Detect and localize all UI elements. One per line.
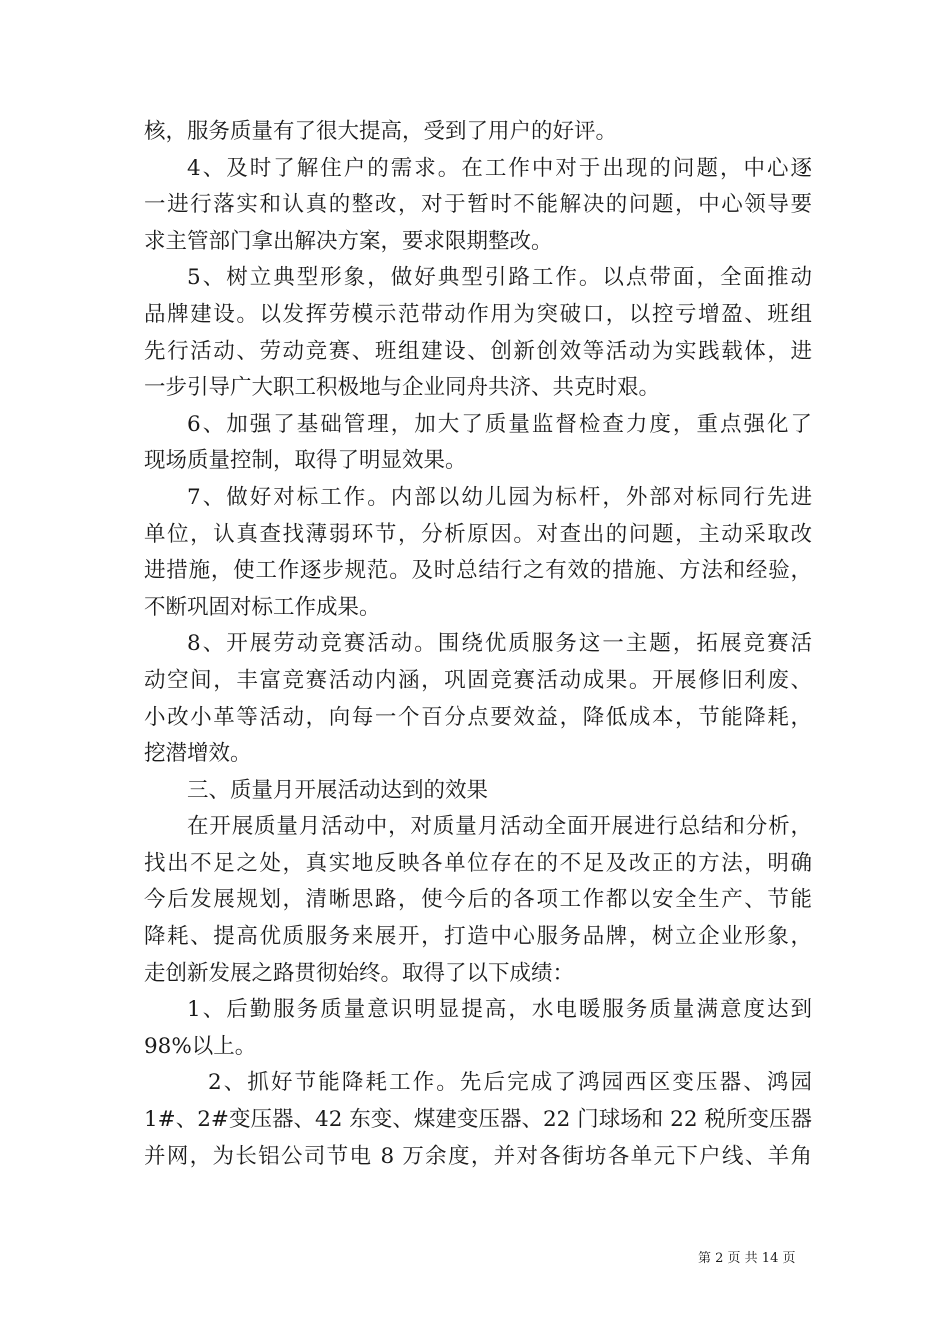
text-line: 挖潜增效。 <box>144 741 252 767</box>
text-line: 求主管部门拿出解决方案，要求限期整改。 <box>144 228 553 254</box>
document-body <box>144 114 812 1175</box>
text-line: 核，服务质量有了很大提高，受到了用户的好评。 <box>144 119 618 144</box>
text-line: 找出不足之处，真实地反映各单位存在的不足及改正的方法，明确 <box>144 850 812 876</box>
section-heading: 三、质量月开展活动达到的效果 <box>187 777 489 803</box>
text-line: 1#、2#变压器、42 东变、煤建变压器、22 门球场和 22 税所变压器 <box>144 1107 812 1133</box>
text-line: 6、加强了基础管理，加大了质量监督检查力度，重点强化了 <box>187 411 812 437</box>
text-line: 7、做好对标工作。内部以幼儿园为标杆，外部对标同行先进 <box>187 484 812 510</box>
text-line: 5、树立典型形象，做好典型引路工作。以点带面，全面推动 <box>187 265 812 291</box>
text-line: 单位，认真查找薄弱环节，分析原因。对查出的问题，主动采取改 <box>144 521 812 547</box>
text-line: 走创新发展之路贯彻始终。取得了以下成绩： <box>144 960 575 986</box>
text-line: 1、后勤服务质量意识明显提高，水电暖服务质量满意度达到 <box>187 997 812 1023</box>
text-line: 并网，为长铝公司节电 8 万余度，并对各街坊各单元下户线、羊角 <box>144 1143 812 1169</box>
text-line: 动空间，丰富竞赛活动内涵，巩固竞赛活动成果。开展修旧利废、 <box>144 667 812 693</box>
text-line: 品牌建设。以发挥劳模示范带动作用为突破口，以控亏增盈、班组 <box>144 301 812 327</box>
text-line: 降耗、提高优质服务来展开，打造中心服务品牌，树立企业形象， <box>144 924 812 950</box>
page-indicator: 第 2 页 共 14 页 <box>698 1251 796 1266</box>
text-line: 在开展质量月活动中，对质量月活动全面开展进行总结和分析， <box>187 814 812 840</box>
text-line: 98%以上。 <box>144 1033 257 1059</box>
text-line: 4、及时了解住户的需求。在工作中对于出现的问题，中心逐 <box>187 155 812 181</box>
text-line: 8、开展劳动竞赛活动。围绕优质服务这一主题，拓展竞赛活 <box>187 631 812 657</box>
text-line: 一进行落实和认真的整改，对于暂时不能解决的问题，中心领导要 <box>144 192 812 218</box>
text-line: 2、抓好节能降耗工作。先后完成了鸿园西区变压器、鸿园 <box>208 1070 812 1096</box>
text-line: 先行活动、劳动竞赛、班组建设、创新创效等活动为实践载体，进 <box>144 338 812 364</box>
text-line: 小改小革等活动，向每一个百分点要效益，降低成本，节能降耗， <box>144 704 812 730</box>
text-line: 不断巩固对标工作成果。 <box>144 594 381 620</box>
text-line: 进措施，使工作逐步规范。及时总结行之有效的措施、方法和经验， <box>144 558 812 584</box>
text-line: 一步引导广大职工积极地与企业同舟共济、共克时艰。 <box>144 375 661 401</box>
text-line: 今后发展规划，清晰思路，使今后的各项工作都以安全生产、节能 <box>144 887 812 913</box>
text-line: 现场质量控制，取得了明显效果。 <box>144 448 467 474</box>
